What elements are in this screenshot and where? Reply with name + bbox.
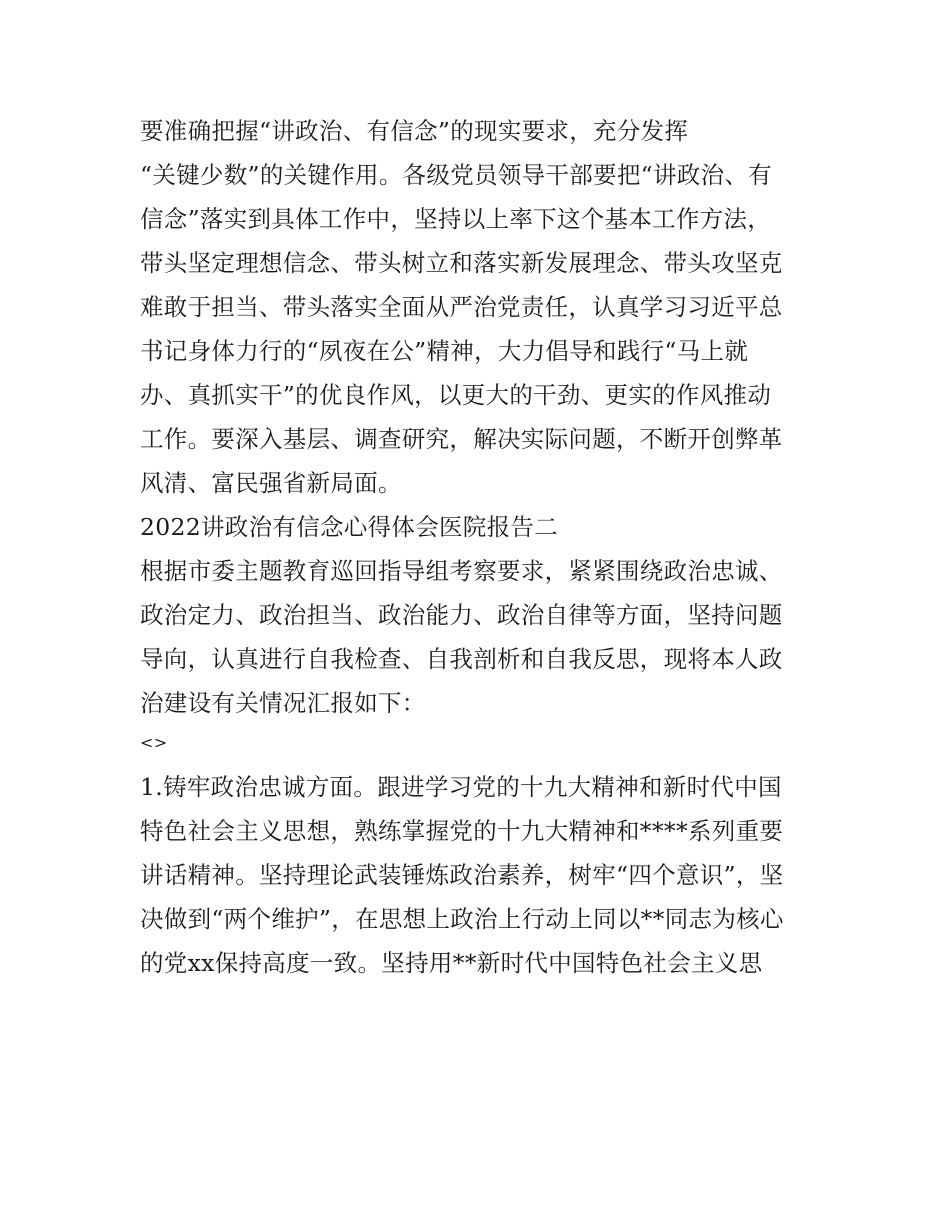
paragraph-line: 政治定力、政治担当、政治能力、政治自律等方面，坚持问题 xyxy=(140,601,783,629)
paragraph-line: 工作。要深入基层、调查研究，解决实际问题，不断开创弊革 xyxy=(140,425,783,453)
paragraph-line: 要准确把握“讲政治、有信念”的现实要求，充分发挥 xyxy=(140,117,689,145)
paragraph-line: 决做到“两个维护”，在思想上政治上行动上同以**同志为核心 xyxy=(140,905,784,933)
paragraph-line: 信念”落实到具体工作中，坚持以上率下这个基本工作方法， xyxy=(140,205,772,233)
document-body xyxy=(140,109,820,985)
paragraph-line: 1.铸牢政治忠诚方面。跟进学习党的十九大精神和新时代中国 xyxy=(140,773,782,801)
paragraph-line: 特色社会主义思想，熟练掌握党的十九大精神和****系列重要 xyxy=(140,817,784,845)
section-heading: 2022讲政治有信念心得体会医院报告二 xyxy=(140,513,559,541)
paragraph-line: 办、真抓实干”的优良作风，以更大的干劲、更实的作风推动 xyxy=(140,381,772,409)
paragraph-line: 导向，认真进行自我检查、自我剖析和自我反思，现将本人政 xyxy=(140,645,783,673)
placeholder-marker: <> xyxy=(140,733,168,752)
paragraph-line: 书记身体力行的“夙夜在公”精神，大力倡导和践行“马上就 xyxy=(140,337,749,365)
paragraph-line: 根据市委主题教育巡回指导组考察要求，紧紧围绕政治忠诚、 xyxy=(140,557,783,585)
paragraph-line: 风清、富民强省新局面。 xyxy=(140,469,402,497)
paragraph-line: 难敢于担当、带头落实全面从严治党责任，认真学习习近平总 xyxy=(140,293,783,321)
paragraph-line: 讲话精神。坚持理论武装锤炼政治素养，树牢“四个意识”，坚 xyxy=(140,861,784,889)
paragraph-line: 带头坚定理想信念、带头树立和落实新发展理念、带头攻坚克 xyxy=(140,249,783,277)
paragraph-line: “关键少数”的关键作用。各级党员领导干部要把“讲政治、有 xyxy=(140,161,772,189)
paragraph-line: 的党xx保持高度一致。坚持用**新时代中国特色社会主义思 xyxy=(140,949,763,977)
paragraph-line: 治建设有关情况汇报如下： xyxy=(140,689,426,717)
